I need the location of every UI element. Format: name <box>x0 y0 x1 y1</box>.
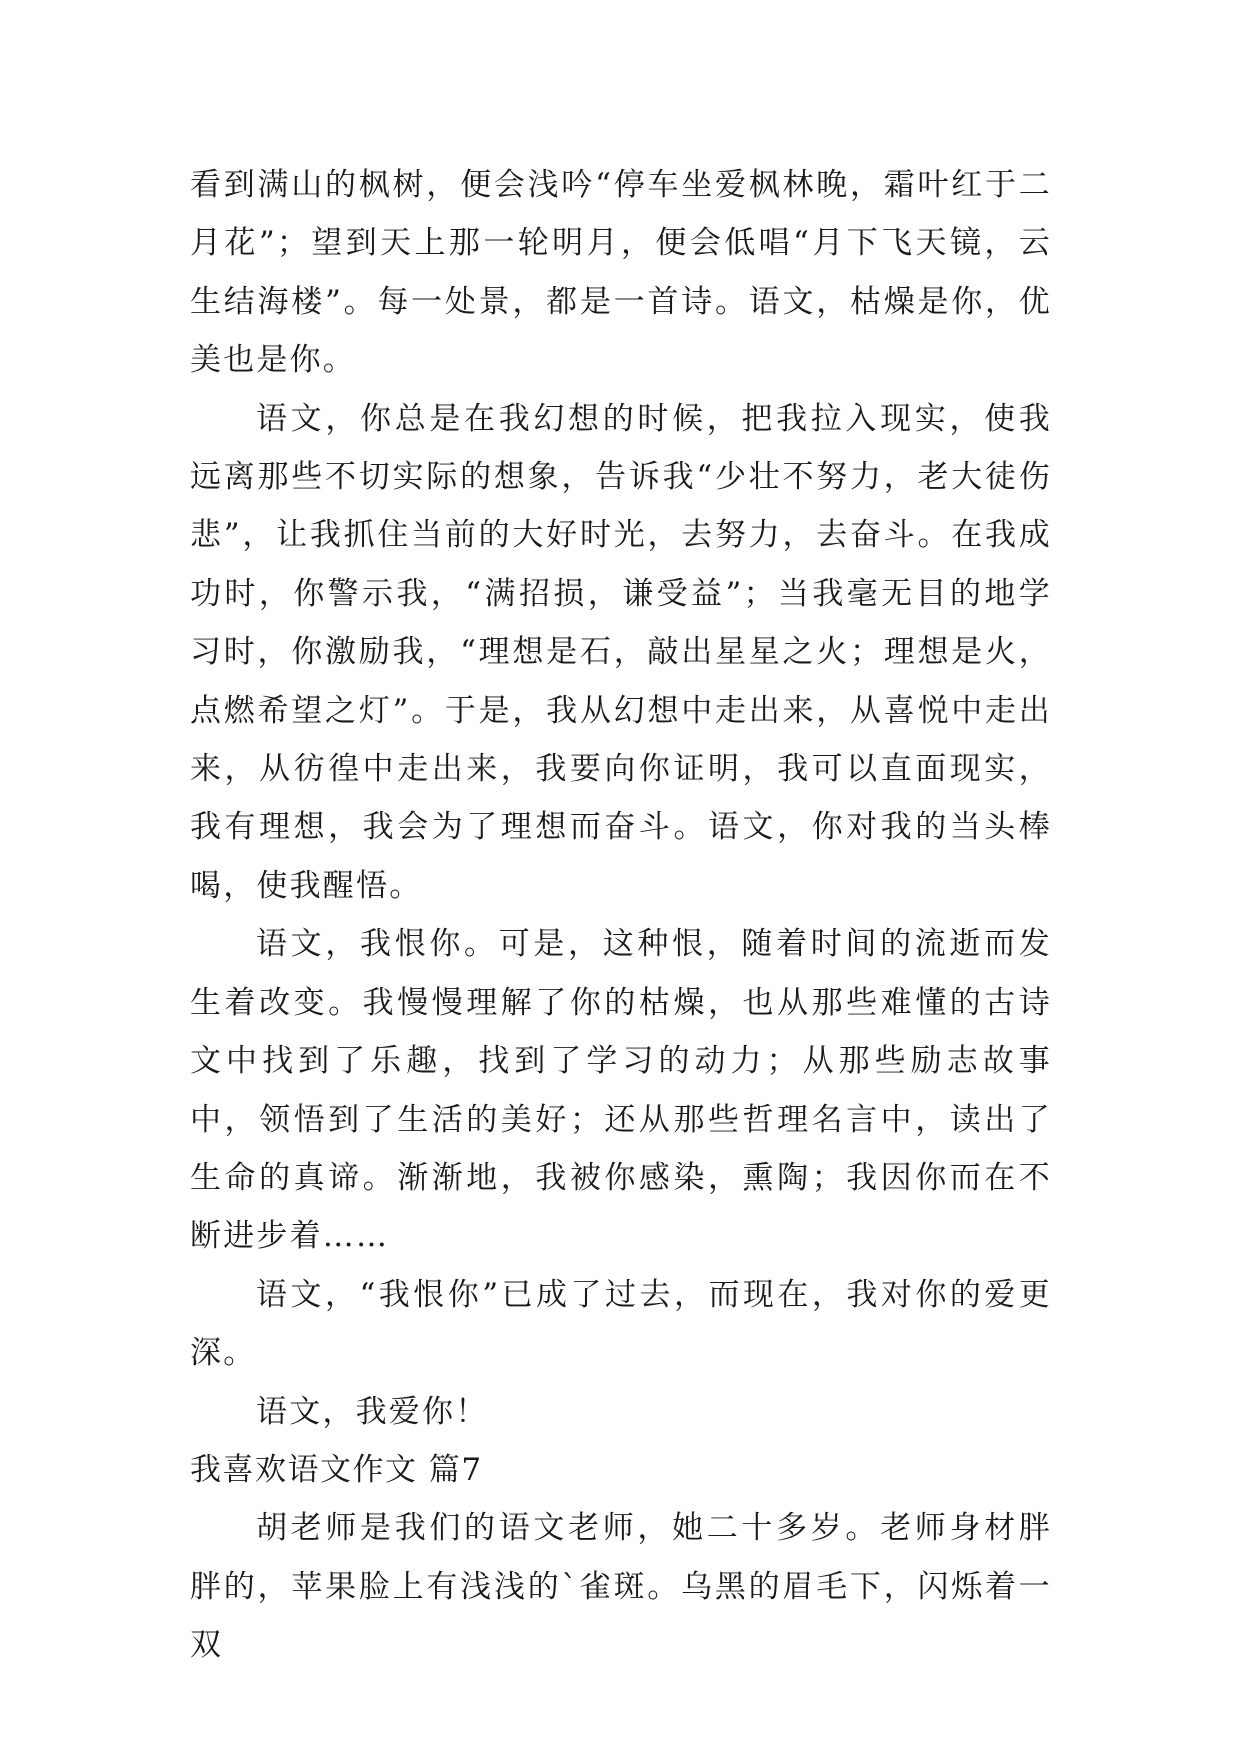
document-body <box>190 156 1052 1675</box>
paragraph-2: 语文，你总是在我幻想的时候，把我拉入现实，使我远离那些不切实际的想象，告诉我“少壮不努力，老大徒伤悲”，让我抓住当前的大好时光，去努力，去奋斗。在我成功时，你警示我，“满招损，谦受益”；当我毫无目的地学习时，你激励我，“理想是石，敲出星星之火；理想是火，点燃希望之灯”。于是，我从幻想中走出来，从喜悦中走出来，从彷徨中走出来，我要向你证明，我可以直面现实，我有理想，我会为了理想而奋斗。语文，你对我的当头棒喝，使我醒悟。 <box>190 400 1052 904</box>
paragraph-3: 语文，我恨你。可是，这种恨，随着时间的流逝而发生着改变。我慢慢理解了你的枯燥，也从那些难懂的古诗文中找到了乐趣，找到了学习的动力；从那些励志故事中，领悟到了生活的美好；还从那些哲理名言中，读出了生命的真谛。渐渐地，我被你感染，熏陶；我因你而在不断进步着…… <box>190 926 1052 1255</box>
section-heading: 我喜欢语文作文 篇7 <box>190 1451 483 1488</box>
paragraph-5: 语文，我爱你！ <box>256 1393 489 1430</box>
paragraph-4: 语文，“我恨你”已成了过去，而现在，我对你的爱更深。 <box>190 1276 1052 1372</box>
paragraph-6: 胡老师是我们的语文老师，她二十多岁。老师身材胖胖的，苹果脸上有浅浅的`雀斑。乌黑的眉毛下，闪烁着一双 <box>190 1510 1052 1664</box>
paragraph-1: 看到满山的枫树，便会浅吟“停车坐爱枫林晚，霜叶红于二月花”；望到天上那一轮明月，便会低唱“月下飞天镜，云生结海楼”。每一处景，都是一首诗。语文，枯燥是你，优美也是你。 <box>190 167 1052 379</box>
